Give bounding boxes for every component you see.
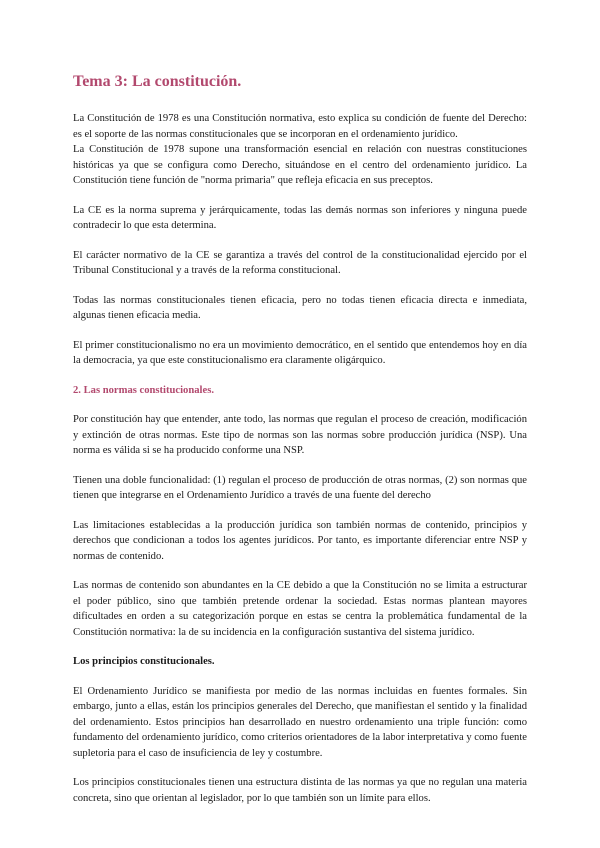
normas-paragraph-3: Las limitaciones establecidas a la producción jurídica son también normas de contenido, principios y derechos que condicionan a todos los agentes jurídicos. Por tanto, es importante diferenciar entre NSP y normas de contenido. xyxy=(73,519,527,562)
intro-paragraph-5: Todas las normas constitucionales tienen eficacia, pero no todas tienen eficacia directa e inmediata, algunas tienen eficacia media. xyxy=(73,294,527,321)
intro-paragraph-2: La Constitución de 1978 supone una transformación esencial en relación con nuestras constituciones históricas ya que se configura como Derecho, situándose en el centro del ordenamiento jurídico. La Constitución tiene función de "norma primaria" que refleja eficacia en sus preceptos. xyxy=(73,144,527,186)
principios-paragraph-1: El Ordenamiento Jurídico se manifiesta por medio de las normas incluidas en fuentes formales. Sin embargo, junto a ellas, están los principios generales del Derecho, que manifiestan el sentido y la finalidad del ordenamiento. Estos principios han desarrollado en nuestro ordenamiento una triple función: como fundamento del ordenamiento jurídico, como criterios orientadores de la labor interpretativa y como fuente supletoria para el caso de insuficiencia de ley y costumbre. xyxy=(73,685,527,759)
normas-paragraph-4: Las normas de contenido son abundantes en la CE debido a que la Constitución no se limita a estructurar el poder público, sino que también pretende ordenar la sociedad. Estas normas plantean mayores dificultades en orden a su categorización porque en estas se centra la problemática fundamental de la Constitución normativa: la de su incidencia en la configuración sustantiva del sistema jurídico. xyxy=(73,580,527,638)
normas-paragraph-2: Tienen una doble funcionalidad: (1) regulan el proceso de producción de otras normas, (2) son normas que tienen que integrarse en el Ordenamiento Jurídico a través de una fuente del derecho xyxy=(73,474,527,501)
intro-paragraph-6: El primer constitucionalismo no era un movimiento democrático, en el sentido que entendemos hoy en día la democracia, ya que este constitucionalismo era claramente oligárquico. xyxy=(73,339,527,366)
section-heading-normas: 2. Las normas constitucionales. xyxy=(73,384,214,396)
principios-paragraph-2: Los principios constitucionales tienen una estructura distinta de las normas ya que no regulan una materia concreta, sino que orientan al legislador, por lo que también son un límite para ellos. xyxy=(73,777,527,804)
intro-paragraph-3: La CE es la norma suprema y jerárquicamente, todas las demás normas son inferiores y ninguna puede contradecir lo que esta determina. xyxy=(73,204,527,231)
normas-paragraph-1: Por constitución hay que entender, ante todo, las normas que regulan el proceso de creación, modificación y extinción de otras normas. Este tipo de normas son las normas sobre producción jurídica (NSP). Una norma es válida si se ha producido conforme una NSP. xyxy=(73,414,527,456)
intro-paragraph-1: La Constitución de 1978 es una Constitución normativa, esto explica su condición de fuente del Derecho: es el soporte de las normas constitucionales que se incorporan en el ordenamiento jurídico. xyxy=(73,113,527,140)
intro-paragraph-4: El carácter normativo de la CE se garantiza a través del control de la constitucionalidad ejercido por el Tribunal Constitucional y a través de la reforma constitucional. xyxy=(73,249,527,276)
document-title: Tema 3: La constitución. xyxy=(73,73,242,90)
section-heading-principios: Los principios constitucionales. xyxy=(73,656,215,667)
